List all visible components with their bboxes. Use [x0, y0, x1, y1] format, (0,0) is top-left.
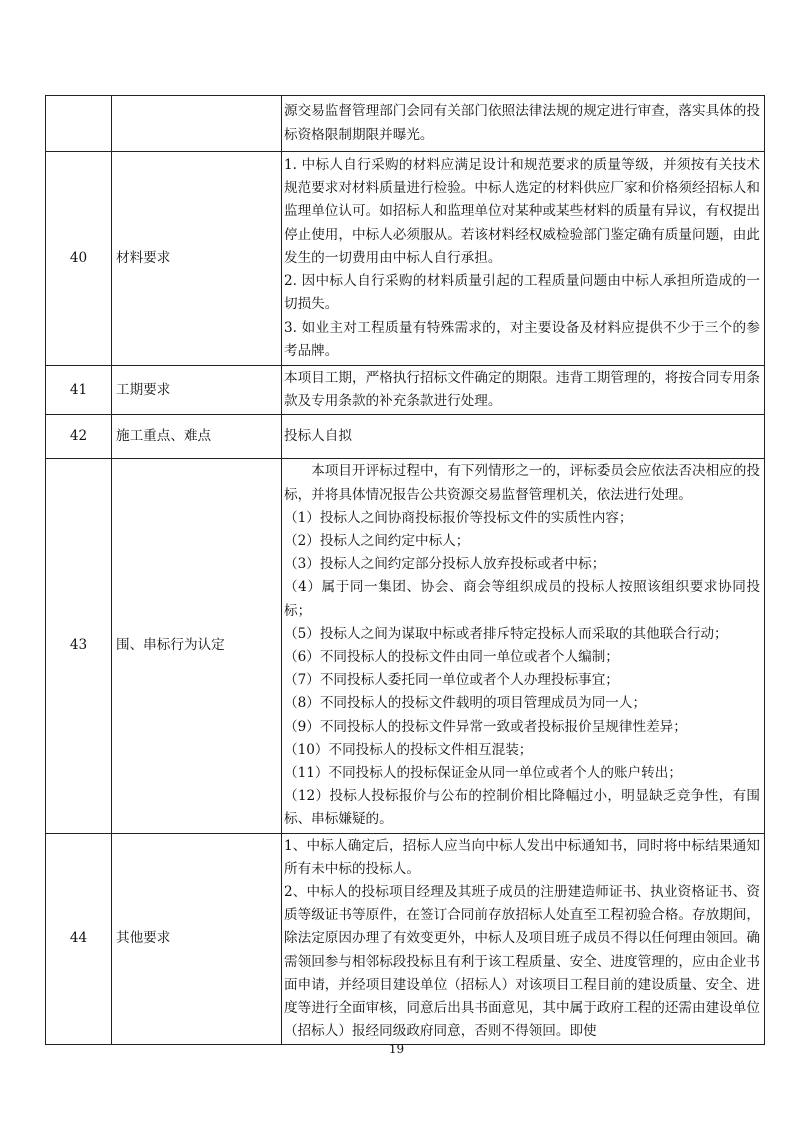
content-line: （4）属于同一集团、协会、商会等组织成员的投标人按照该组织要求协同投标； — [284, 579, 760, 619]
content-line: （10）不同投标人的投标文件相互混装； — [284, 741, 533, 758]
content-line: 2. 因中标人自行采购的材料质量引起的工程质量问题由中标人承担所造成的一切损失。 — [284, 273, 760, 313]
content-line: 源交易监督管理部门会同有关部门依照法律法规的规定进行审查，落实具体的投标资格限制期限并曝光。 — [284, 103, 760, 143]
row-title: 施工重点、难点 — [112, 415, 282, 459]
table-row — [46, 96, 765, 152]
content-line: 1. 中标人自行采购的材料应满足设计和规范要求的质量等级，并须按有关技术规范要求对材料质量进行检验。中标人选定的材料供应厂家和价格须经招标人和监理单位认可。如招标人和监理单位对某种或某些材料的质量有异议，有权提出停止使用，中标人必须服从。若该材料经权威检验部门鉴定确有质量问题，由此发生的一切费用由中标人自行承担。 — [284, 157, 760, 266]
requirements-table — [45, 95, 765, 1045]
content-line: （12）投标人投标报价与公布的控制价相比降幅过小，明显缺乏竞争性，有围标、串标嫌疑的。 — [284, 788, 760, 828]
row-title: 材料要求 — [112, 152, 282, 366]
content-intro: 本项目开评标过程中，有下列情形之一的，评标委员会应依法否决相应的投标，并将具体情况报告公共资源交易监督管理机关，依法进行处理。 — [284, 463, 760, 503]
row-number: 40 — [46, 152, 112, 366]
table-row — [46, 152, 765, 366]
table-row — [46, 366, 765, 415]
row-number — [46, 96, 112, 152]
content-line: （6）不同投标人的投标文件由同一单位或者个人编制； — [284, 649, 619, 666]
row-number: 44 — [46, 833, 112, 1045]
row-number: 41 — [46, 366, 112, 415]
content-line: （3）投标人之间约定部分投标人放弃投标或者中标； — [284, 556, 606, 573]
content-line: 3. 如业主对工程质量有特殊需求的，对主要设备及材料应提供不少于三个的参考品牌。 — [284, 319, 760, 359]
content-line: （1）投标人之间协商投标报价等投标文件的实质性内容； — [284, 509, 633, 526]
row-number: 43 — [46, 459, 112, 833]
content-line: （8）不同投标人的投标文件载明的项目管理成员为同一人； — [284, 695, 647, 712]
row-number: 42 — [46, 415, 112, 459]
row-title: 工期要求 — [112, 366, 282, 415]
content-line: （5）投标人之间为谋取中标或者排斥特定投标人而采取的其他联合行动； — [284, 625, 728, 642]
content-line: 2、中标人的投标项目经理及其班子成员的注册建造师证书、执业资格证书、资质等级证书等原件，在签订合同前存放招标人处直至工程初验合格。存放期间，除法定原因办理了有效变更外，中标人及项目班子成员不得以任何理由领回。确需领回参与相邻标段投标且有利于该工程质量、安全、进度管理的，应由企业书面申请，并经项目建设单位（招标人）对该项目工程目前的建设质量、安全、进度等进行全面审核，同意后出具书面意见，其中属于政府工程的还需由建设单位（招标人）报经同级政府同意，否则不得领回。即使 — [284, 884, 760, 1040]
row-content — [282, 366, 765, 415]
row-title — [112, 96, 282, 152]
content-line: （2）投标人之间约定中标人； — [284, 533, 470, 550]
content-line: （11）不同投标人的投标保证金从同一单位或者个人的账户转出； — [284, 765, 682, 782]
row-content — [282, 459, 765, 833]
row-content — [282, 152, 765, 366]
page-number: 19 — [388, 1042, 405, 1056]
table-row — [46, 833, 765, 1045]
content-line: 1、中标人确定后，招标人应当向中标人发出中标通知书，同时将中标结果通知所有未中标的投标人。 — [284, 837, 760, 877]
row-title: 围、串标行为认定 — [112, 459, 282, 833]
row-content — [282, 415, 765, 459]
content-line: （9）不同投标人的投标文件异常一致或者投标报价呈规律性差异； — [284, 718, 687, 735]
content-line: 本项目工期，严格执行招标文件确定的期限。违背工期管理的，将按合同专用条款及专用条款的补充条款进行处理。 — [284, 370, 760, 410]
table-row — [46, 415, 765, 459]
table-row — [46, 459, 765, 833]
row-content — [282, 833, 765, 1045]
content-line: （7）不同投标人委托同一单位或者个人办理投标事宜； — [284, 672, 619, 689]
content-line: 投标人自拟 — [284, 428, 352, 445]
row-content — [282, 96, 765, 152]
row-title: 其他要求 — [112, 833, 282, 1045]
